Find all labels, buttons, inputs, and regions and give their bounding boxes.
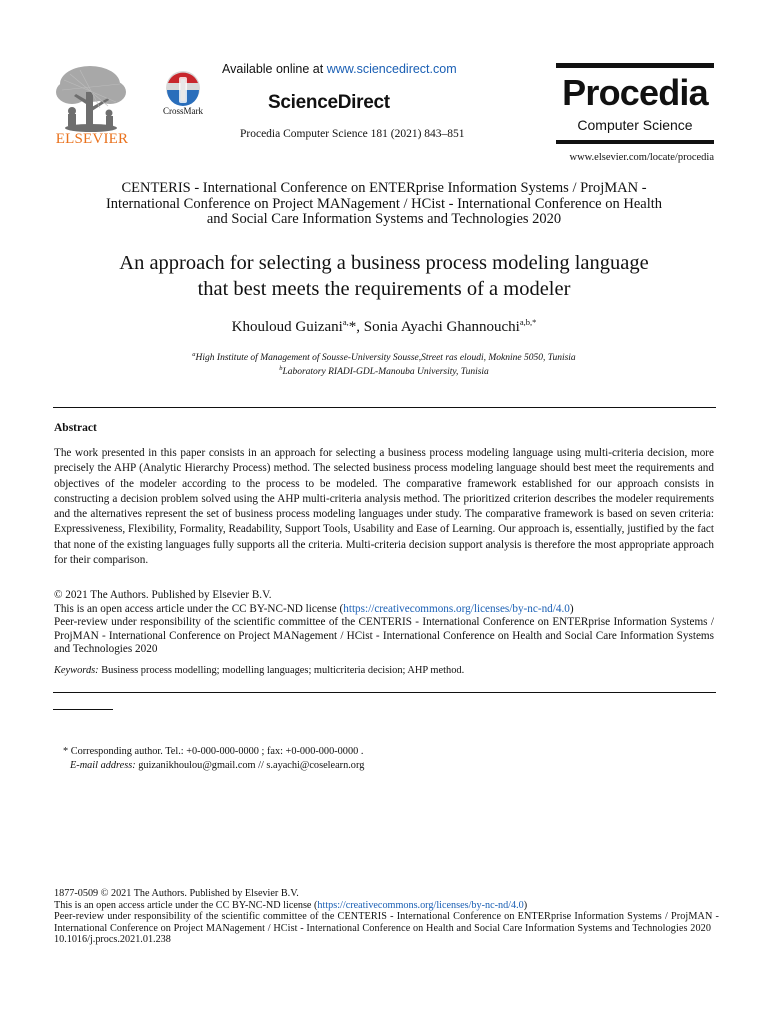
authors-line xyxy=(54,317,714,336)
keywords-line xyxy=(54,665,714,676)
journal-url[interactable]: www.elsevier.com/locate/procedia xyxy=(569,152,714,163)
issn-line: 1877-0509 © 2021 The Authors. Published by Elsevier B.V. xyxy=(54,888,299,899)
conference-line-2: International Conference on Project MANagement / HCist - International Conference on Health xyxy=(105,195,663,212)
divider-bottom xyxy=(53,692,716,693)
email-label: E-mail address: xyxy=(70,760,136,771)
paper-title-line-1: An approach for selecting a business process modeling language xyxy=(119,252,649,274)
keywords-label: Keywords: xyxy=(54,665,99,676)
license-block xyxy=(54,589,714,657)
license-link[interactable]: https://creativecommons.org/licenses/by-nc-nd/4.0 xyxy=(343,602,570,615)
corresponding-author-note: * Corresponding author. Tel.: +0-000-000-0000 ; fax: +0-000-000-0000 . xyxy=(63,746,364,757)
footnote-divider xyxy=(53,709,113,710)
abstract-heading: Abstract xyxy=(54,422,97,434)
procedia-top-bar xyxy=(556,63,714,68)
conference-name xyxy=(54,181,714,228)
paper-title xyxy=(54,250,714,302)
open-access-prefix: This is an open access article under the CC BY-NC-ND license ( xyxy=(54,602,344,615)
affiliation-b xyxy=(54,365,714,377)
author-separator: , xyxy=(356,319,364,335)
copyright-line: © 2021 The Authors. Published by Elsevier B.V. xyxy=(54,589,272,601)
affiliation-a xyxy=(54,351,714,363)
procedia-logo-subtitle: Computer Science xyxy=(577,117,693,133)
procedia-logo-title: Procedia xyxy=(562,72,708,113)
conference-line-3: and Social Care Information Systems and Technologies 2020 xyxy=(206,211,562,227)
email-line xyxy=(70,760,364,771)
open-access-suffix: ) xyxy=(569,602,574,615)
author-1: Khouloud Guizani xyxy=(231,319,343,335)
publication-info-block xyxy=(54,888,719,946)
open-access-line xyxy=(54,603,714,617)
bottom-open-access-prefix: This is an open access article under the CC BY-NC-ND license ( xyxy=(54,899,318,911)
keywords-text: Business process modelling; modelling languages; multicriteria decision; AHP method. xyxy=(98,665,465,676)
conference-line-1: CENTERIS - International Conference on ENTERprise Information Systems / ProjMAN - xyxy=(121,180,647,196)
author-1-affiliation-mark: a, xyxy=(342,317,349,327)
author-2: Sonia Ayachi Ghannouchi xyxy=(363,319,520,335)
divider-top xyxy=(53,407,716,408)
bottom-open-access-suffix: ) xyxy=(523,899,528,911)
affiliation-a-mark: a xyxy=(192,351,196,358)
email-addresses[interactable]: guizanikhoulou@gmail.com // s.ayachi@coselearn.org xyxy=(135,760,365,771)
bottom-open-access-line xyxy=(54,900,719,912)
procedia-bottom-bar xyxy=(556,140,714,144)
peer-review-statement: Peer-review under responsibility of the scientific committee of the CENTERIS - International Conference on ENTERprise Information Systems / ProjMAN - International Conference on Project MANagement / HCist - International Conference on Health and Social Care Information Systems and Technologies 2020 xyxy=(54,616,714,655)
paper-title-line-2: that best meets the requirements of a modeler xyxy=(197,278,571,300)
publisher-logo-text: ELSEVIER xyxy=(55,131,129,147)
abstract-body: The work presented in this paper consists in an approach for selecting a business process modeling language using multi-criteria decision, more precisely the AHP (Analytic Hierarchy Process) method. The selected business process modeling language should best meet the requirements and objectives of the modeler according to the process to be modeled. The comparative framework established for our approach consists in constructing a decision problem solved using the AHP multi-criteria analysis method. The prioritized criterion describes the modeler requirements and the alternatives represent the set of business process modeling languages under study. The comparative framework is based on seven criteria: Expressiveness, Flexibility, Formality, Readability, Support Tools, Usability and Ease of Learning. Our approach is, essentially, justified by the fact that none of the existing languages fully supports all the criteria. Multi-criteria decision support analysis is therefore the most appropriate approach for their comparison. xyxy=(54,447,714,567)
author-2-affiliation-mark: a,b,* xyxy=(519,317,537,327)
crossmark-label: CrossMark xyxy=(163,106,203,116)
sciencedirect-brand: ScienceDirect xyxy=(268,92,390,113)
bottom-peer-review-statement: Peer-review under responsibility of the scientific committee of the CENTERIS - International Conference on ENTERprise Information Systems / ProjMAN - International Conference on Project MANagement / HCist - International Conference on Health and Social Care Information Systems and Technologies 2020 xyxy=(54,911,719,934)
bottom-license-link[interactable]: https://creativecommons.org/licenses/by-nc-nd/4.0 xyxy=(317,899,524,911)
available-online-line xyxy=(222,62,457,76)
affiliation-b-mark: b xyxy=(279,365,283,372)
sciencedirect-link[interactable]: www.sciencedirect.com xyxy=(326,62,457,76)
doi-line[interactable]: 10.1016/j.procs.2021.01.238 xyxy=(54,934,171,946)
affiliation-b-text: Laboratory RIADI-GDL-Manouba University, Tunisia xyxy=(282,367,489,378)
journal-reference: Procedia Computer Science 181 (2021) 843–851 xyxy=(240,128,465,140)
available-prefix: Available online at xyxy=(222,62,327,76)
affiliation-a-text: High Institute of Management of Sousse-University Sousse,Street ras eloudi, Moknine 5050, Tunisia xyxy=(195,353,576,364)
author-1-corresponding-mark: * xyxy=(348,319,357,335)
